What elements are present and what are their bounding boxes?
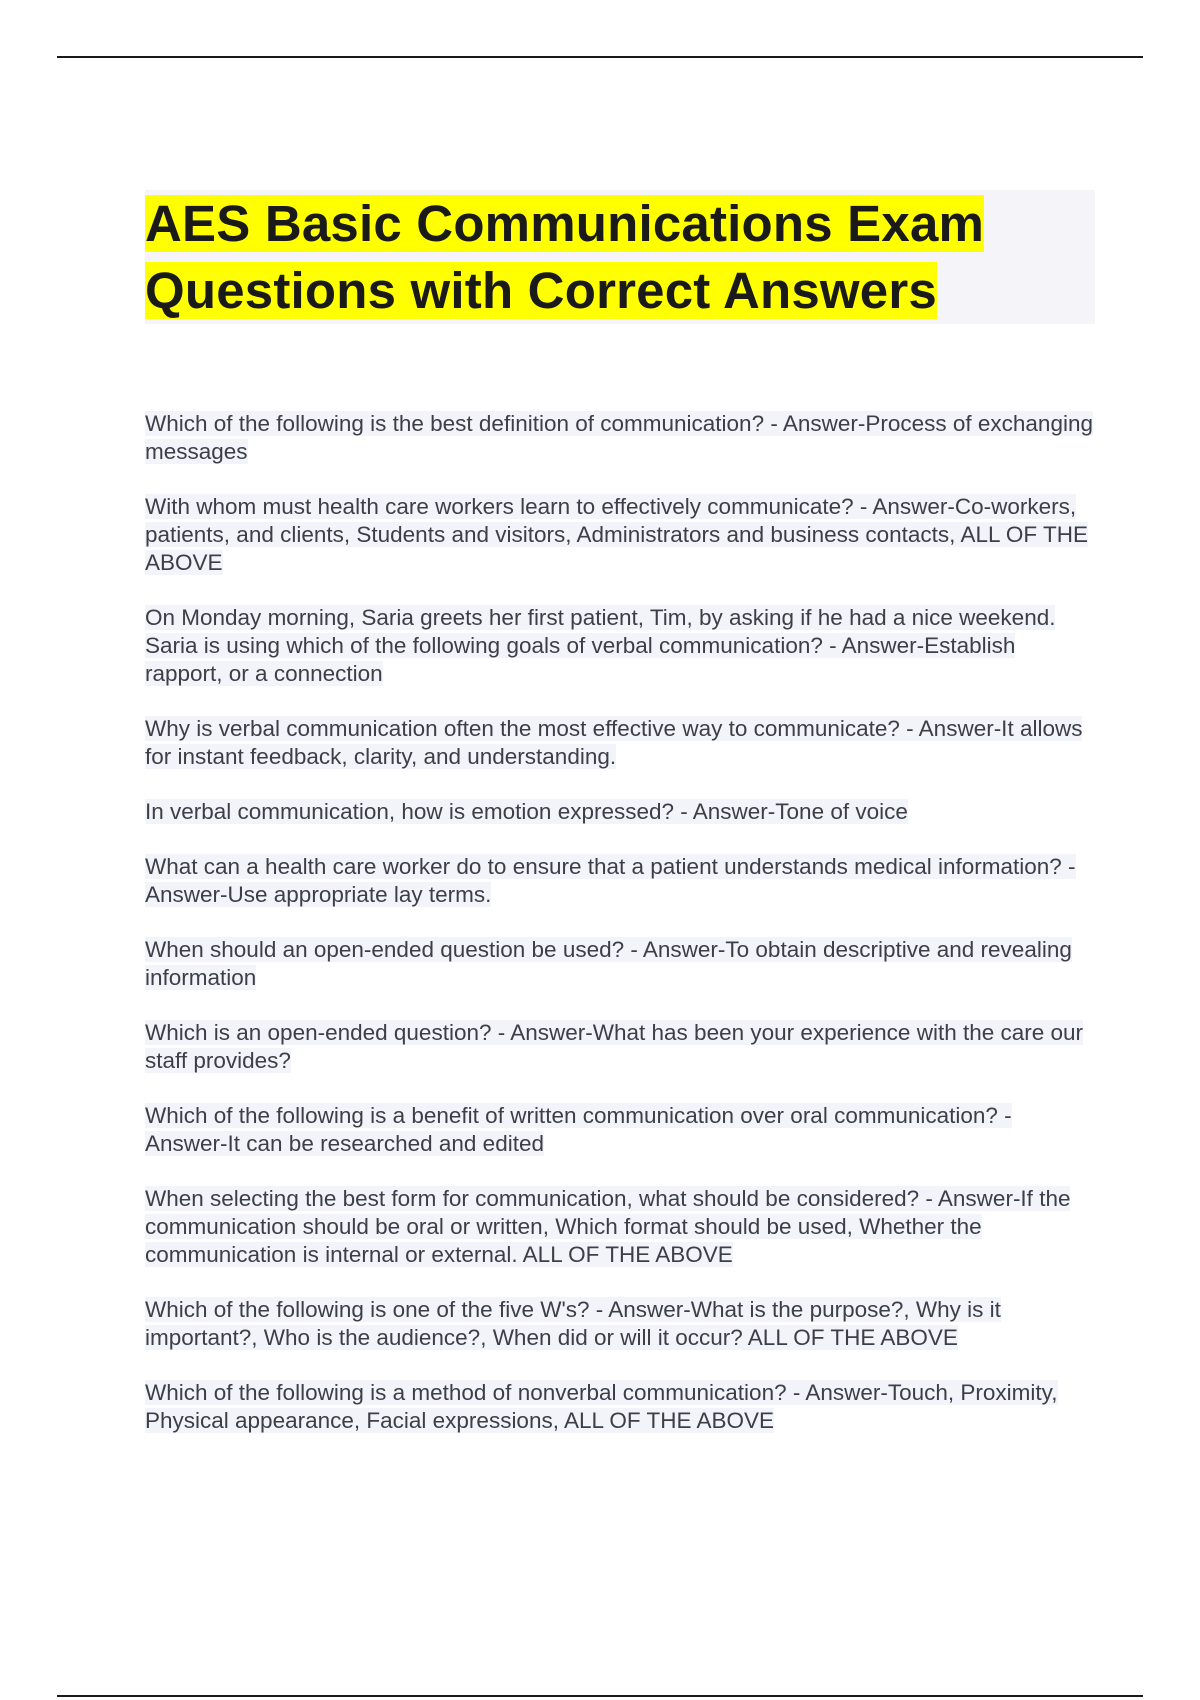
qa-item — [145, 936, 1095, 992]
qa-item — [145, 1102, 1095, 1158]
qa-item-text: Why is verbal communication often the most effective way to communicate? - Answer-It allows for instant feedback, clarity, and understanding. — [145, 716, 1083, 769]
qa-item-text: On Monday morning, Saria greets her first patient, Tim, by asking if he had a nice weekend. Saria is using which of the following goals of verbal communication? - Answer-Establish rapport, or a connection — [145, 605, 1056, 686]
qa-item-text: Which of the following is the best definition of communication? - Answer-Process of exchanging messages — [145, 411, 1093, 464]
bottom-rule — [57, 1695, 1143, 1697]
qa-item — [145, 1185, 1095, 1269]
qa-item — [145, 410, 1095, 466]
qa-item-text: Which is an open-ended question? - Answer-What has been your experience with the care our staff provides? — [145, 1020, 1084, 1073]
qa-list — [145, 410, 1095, 1462]
qa-item — [145, 853, 1095, 909]
top-rule — [57, 56, 1143, 58]
qa-item-text: When selecting the best form for communication, what should be considered? - Answer-If the communication should be oral or written, Which format should be used, Whether the communication is internal or external. ALL OF THE ABOVE — [145, 1186, 1071, 1267]
qa-item-text: In verbal communication, how is emotion expressed? - Answer-Tone of voice — [145, 799, 908, 824]
qa-item — [145, 493, 1095, 577]
qa-item — [145, 1296, 1095, 1352]
qa-item-text: Which of the following is a benefit of written communication over oral communication? - Answer-It can be researched and edited — [145, 1103, 1012, 1156]
qa-item — [145, 1019, 1095, 1075]
document-title-text: AES Basic Communications Exam Questions with Correct Answers — [145, 195, 985, 319]
qa-item — [145, 604, 1095, 688]
qa-item-text: What can a health care worker do to ensure that a patient understands medical information? - Answer-Use appropriate lay terms. — [145, 854, 1076, 907]
qa-item-text: Which of the following is one of the five W's? - Answer-What is the purpose?, Why is it important?, Who is the audience?, When did or will it occur? ALL OF THE ABOVE — [145, 1297, 1001, 1350]
qa-item — [145, 1379, 1095, 1435]
qa-item-text: With whom must health care workers learn to effectively communicate? - Answer-Co-workers, patients, and clients, Students and visitors, Administrators and business contacts, ALL OF THE ABOVE — [145, 494, 1088, 575]
qa-item-text: When should an open-ended question be used? - Answer-To obtain descriptive and revealing information — [145, 937, 1072, 990]
document-title — [145, 190, 1095, 324]
qa-item — [145, 715, 1095, 771]
qa-item — [145, 798, 1095, 826]
qa-item-text: Which of the following is a method of nonverbal communication? - Answer-Touch, Proximity, Physical appearance, Facial expressions, ALL OF THE ABOVE — [145, 1380, 1058, 1433]
title-block — [145, 190, 1095, 324]
